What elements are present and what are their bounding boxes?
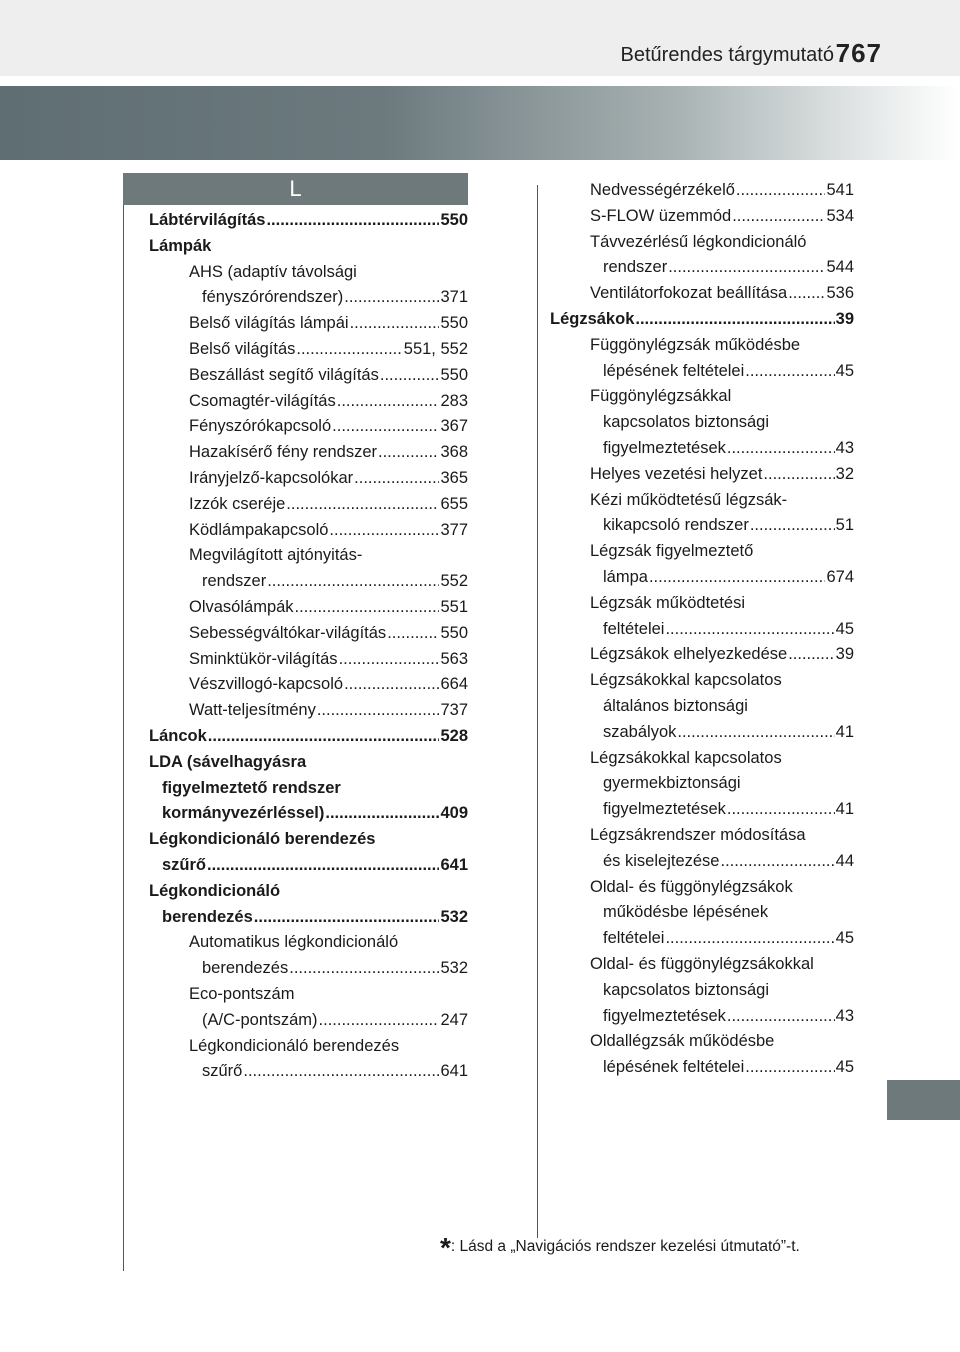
index-entry bbox=[550, 307, 854, 333]
index-entry bbox=[149, 595, 468, 621]
page-reference: 43 bbox=[835, 1006, 854, 1025]
index-entry-line: kapcsolatos biztonsági bbox=[603, 980, 770, 999]
entry-term: lépésének feltételei bbox=[603, 1058, 745, 1077]
index-entry-line: Oldallégzsák működésbe bbox=[590, 1032, 775, 1051]
page-reference: 550 bbox=[440, 211, 468, 229]
index-entry bbox=[550, 565, 854, 591]
index-entry bbox=[550, 642, 854, 668]
index-entry bbox=[149, 905, 468, 931]
page-reference: 551, 552 bbox=[403, 339, 468, 358]
entry-term: Csomagtér-világítás bbox=[189, 391, 336, 410]
page-reference: 367 bbox=[440, 417, 468, 436]
dot-leader bbox=[350, 311, 440, 337]
dot-leader bbox=[380, 363, 440, 389]
index-column-right bbox=[550, 178, 854, 1081]
dot-leader bbox=[736, 178, 826, 204]
entry-term: figyelmeztetések bbox=[603, 1006, 726, 1025]
page-reference: 551 bbox=[440, 597, 468, 616]
index-entry bbox=[149, 1059, 468, 1085]
entry-term: Nedvességérzékelő bbox=[590, 181, 735, 199]
page-reference: 528 bbox=[440, 726, 468, 745]
dot-leader bbox=[720, 849, 834, 875]
dot-leader bbox=[788, 642, 834, 668]
dot-leader bbox=[727, 1004, 835, 1030]
entry-term: Ventilátorfokozat beállítása bbox=[590, 284, 788, 303]
index-entry bbox=[149, 389, 468, 415]
index-entry bbox=[550, 797, 854, 823]
index-entry bbox=[550, 1055, 854, 1081]
entry-term: szűrő bbox=[202, 1062, 243, 1081]
entry-term: Légzsákok elhelyezkedése bbox=[590, 645, 788, 664]
index-entry bbox=[550, 926, 854, 952]
index-entry bbox=[550, 617, 854, 643]
entry-term: Láncok bbox=[149, 726, 207, 745]
entry-term: Beszállást segítő világítás bbox=[189, 365, 379, 384]
dot-leader bbox=[665, 617, 834, 643]
dot-leader bbox=[337, 389, 440, 415]
index-entry-line: Oldal- és függönylégzsákokkal bbox=[590, 954, 814, 973]
index-entry bbox=[149, 440, 468, 466]
index-entry bbox=[149, 698, 468, 724]
dot-leader bbox=[207, 853, 439, 879]
dot-leader bbox=[344, 285, 439, 311]
dot-leader bbox=[317, 698, 440, 724]
index-entry bbox=[149, 853, 468, 879]
index-entry-line: Légzsák működtetési bbox=[590, 593, 746, 612]
index-entry-line: Kézi működtetésű légzsák- bbox=[590, 490, 788, 509]
page-reference: 674 bbox=[826, 567, 854, 586]
entry-term: kormányvezérléssel) bbox=[162, 804, 325, 823]
entry-term: S-FLOW üzemmód bbox=[590, 206, 732, 225]
index-entry bbox=[149, 337, 468, 363]
dot-leader bbox=[325, 801, 439, 827]
page-reference: 41 bbox=[835, 800, 854, 819]
page-number: 767 bbox=[835, 38, 882, 68]
index-entry bbox=[550, 281, 854, 307]
dot-leader bbox=[378, 440, 439, 466]
entry-term: Lábtérvilágítás bbox=[149, 211, 266, 229]
page-reference: 409 bbox=[440, 804, 468, 823]
index-entry bbox=[149, 1008, 468, 1034]
page-reference: 552 bbox=[440, 572, 468, 591]
dot-leader bbox=[319, 1008, 440, 1034]
page-reference: 283 bbox=[440, 391, 468, 410]
page-reference: 550 bbox=[440, 365, 468, 384]
page-reference: 45 bbox=[835, 929, 854, 948]
chapter-thumb-tab bbox=[887, 1080, 960, 1120]
entry-term: Helyes vezetési helyzet bbox=[590, 464, 763, 483]
index-entry bbox=[149, 285, 468, 311]
index-entry-line: Légzsák figyelmeztető bbox=[590, 542, 754, 561]
index-entry bbox=[149, 621, 468, 647]
index-entry bbox=[149, 801, 468, 827]
index-entry-line: Légzsákokkal kapcsolatos bbox=[590, 671, 782, 690]
dot-leader bbox=[677, 720, 834, 746]
entry-term: lámpa bbox=[603, 567, 648, 586]
entry-term: Izzók cseréje bbox=[189, 494, 286, 513]
page-reference: 641 bbox=[440, 1062, 468, 1081]
index-entry bbox=[149, 414, 468, 440]
page-reference: 377 bbox=[440, 520, 468, 539]
page-reference: 45 bbox=[835, 619, 854, 638]
page-reference: 365 bbox=[440, 468, 468, 487]
index-entry bbox=[550, 720, 854, 746]
index-entry-line: Megvilágított ajtónyitás- bbox=[189, 546, 363, 565]
dot-leader bbox=[267, 569, 439, 595]
index-entry-line: Légkondicionáló berendezés bbox=[189, 1036, 400, 1055]
page-reference: 247 bbox=[440, 1010, 468, 1029]
index-entry-line: Lámpák bbox=[149, 236, 212, 255]
dot-leader bbox=[295, 595, 440, 621]
entry-term: szabályok bbox=[603, 722, 677, 741]
index-entry-line: Távvezérlésű légkondicionáló bbox=[590, 232, 807, 251]
index-entry-line: Eco-pontszám bbox=[189, 984, 295, 1003]
footnote-text: : Lásd a „Navigációs rendszer kezelési útmutató”-t. bbox=[450, 1238, 800, 1255]
page-reference: 43 bbox=[835, 438, 854, 457]
dot-leader bbox=[354, 466, 439, 492]
page-reference: 532 bbox=[440, 907, 468, 926]
page-reference: 541 bbox=[826, 181, 854, 199]
page-reference: 45 bbox=[835, 1058, 854, 1077]
index-entry bbox=[550, 204, 854, 230]
page-reference: 550 bbox=[440, 314, 468, 333]
entry-term: feltételei bbox=[603, 929, 665, 948]
dot-leader bbox=[286, 492, 439, 518]
index-entry bbox=[149, 311, 468, 337]
index-entry bbox=[149, 466, 468, 492]
index-entry bbox=[149, 363, 468, 389]
entry-term: lépésének feltételei bbox=[603, 361, 745, 380]
dot-leader bbox=[208, 724, 440, 750]
entry-term: rendszer bbox=[603, 258, 668, 277]
entry-term: Belső világítás bbox=[189, 339, 296, 358]
dot-leader bbox=[750, 513, 835, 539]
dot-leader bbox=[329, 518, 439, 544]
index-entry bbox=[550, 436, 854, 462]
index-entry bbox=[149, 569, 468, 595]
entry-term: Vészvillogó-kapcsoló bbox=[189, 675, 344, 694]
index-entry bbox=[149, 492, 468, 518]
dot-leader bbox=[665, 926, 834, 952]
dot-leader bbox=[745, 359, 834, 385]
page-reference: 39 bbox=[835, 645, 854, 664]
index-entry bbox=[149, 672, 468, 698]
index-entry-line: működésbe lépésének bbox=[603, 903, 769, 922]
entry-term: rendszer bbox=[202, 572, 267, 591]
index-entry-line: Oldal- és függönylégzsákok bbox=[590, 877, 793, 896]
page-reference: 371 bbox=[440, 288, 468, 307]
index-entry-line: gyermekbiztonsági bbox=[603, 774, 741, 793]
dot-leader bbox=[727, 797, 835, 823]
dot-leader bbox=[745, 1055, 834, 1081]
index-column-left bbox=[149, 208, 468, 1085]
entry-term: figyelmeztetések bbox=[603, 800, 726, 819]
entry-term: kikapcsoló rendszer bbox=[603, 516, 749, 535]
entry-term: Watt-teljesítmény bbox=[189, 701, 316, 720]
entry-term: és kiselejtezése bbox=[603, 851, 720, 870]
index-entry bbox=[149, 208, 468, 234]
footnote bbox=[440, 1232, 860, 1264]
index-letter: L bbox=[289, 176, 302, 201]
index-entry bbox=[149, 518, 468, 544]
dot-leader bbox=[289, 956, 439, 982]
index-entry bbox=[550, 178, 854, 204]
index-entry-line: Légkondicionáló berendezés bbox=[149, 830, 376, 849]
header-band bbox=[0, 86, 960, 160]
index-entry-line: Légkondicionáló bbox=[149, 881, 281, 900]
page-reference: 550 bbox=[440, 623, 468, 642]
index-entry bbox=[550, 1004, 854, 1030]
left-column-rule bbox=[123, 205, 124, 1271]
index-entry bbox=[550, 255, 854, 281]
dot-leader bbox=[344, 672, 439, 698]
page-reference: 737 bbox=[440, 701, 468, 720]
page-reference: 664 bbox=[440, 675, 468, 694]
dot-leader bbox=[387, 621, 439, 647]
page-reference: 45 bbox=[835, 361, 854, 380]
index-entry-line: Automatikus légkondicionáló bbox=[189, 933, 399, 952]
index-entry bbox=[550, 513, 854, 539]
entry-term: figyelmeztetések bbox=[603, 438, 726, 457]
entry-term: szűrő bbox=[162, 855, 207, 874]
page-reference: 39 bbox=[835, 309, 854, 328]
index-entry bbox=[550, 359, 854, 385]
page-reference: 32 bbox=[835, 464, 854, 483]
entry-term: feltételei bbox=[603, 619, 665, 638]
index-entry bbox=[149, 724, 468, 750]
page-reference: 641 bbox=[440, 855, 468, 874]
page-reference: 563 bbox=[440, 649, 468, 668]
section-title: Betűrendes tárgymutató bbox=[620, 44, 834, 66]
page-reference: 41 bbox=[835, 722, 854, 741]
page-reference: 368 bbox=[440, 443, 468, 462]
dot-leader bbox=[649, 565, 826, 591]
index-entry-line: Légzsákokkal kapcsolatos bbox=[590, 748, 782, 767]
index-entry bbox=[149, 956, 468, 982]
dot-leader bbox=[339, 647, 440, 673]
page-reference: 534 bbox=[826, 206, 854, 225]
entry-term: Irányjelző-kapcsolókar bbox=[189, 468, 354, 487]
entry-term: Belső világítás lámpái bbox=[189, 314, 349, 333]
entry-term: fényszórórendszer) bbox=[202, 288, 344, 307]
index-entry bbox=[149, 647, 468, 673]
dot-leader bbox=[763, 462, 834, 488]
dot-leader bbox=[266, 208, 439, 234]
index-entry-line: Függönylégzsák működésbe bbox=[590, 335, 801, 354]
index-entry-line: figyelmeztető rendszer bbox=[162, 778, 341, 797]
dot-leader bbox=[635, 307, 834, 333]
dot-leader bbox=[727, 436, 835, 462]
index-entry-line: Függönylégzsákkal bbox=[590, 387, 732, 406]
column-divider bbox=[537, 185, 538, 1238]
page-reference: 655 bbox=[440, 494, 468, 513]
entry-term: Hazakísérő fény rendszer bbox=[189, 443, 378, 462]
footnote-marker: * bbox=[440, 1232, 451, 1263]
dot-leader bbox=[732, 204, 825, 230]
dot-leader bbox=[788, 281, 825, 307]
page-reference: 544 bbox=[826, 258, 854, 277]
index-entry-line: LDA (sávelhagyásra bbox=[149, 752, 307, 771]
entry-term: Sebességváltókar-világítás bbox=[189, 623, 387, 642]
index-letter-tab bbox=[123, 173, 468, 205]
entry-term: Ködlámpakapcsoló bbox=[189, 520, 329, 539]
index-entry-line: Légzsákrendszer módosítása bbox=[590, 825, 806, 844]
index-entry-line: AHS (adaptív távolsági bbox=[189, 262, 357, 281]
entry-term: Fényszórókapcsoló bbox=[189, 417, 332, 436]
index-entry-line: általános biztonsági bbox=[603, 696, 748, 715]
index-entry bbox=[550, 849, 854, 875]
dot-leader bbox=[243, 1059, 439, 1085]
dot-leader bbox=[332, 414, 439, 440]
index-entry bbox=[550, 462, 854, 488]
entry-term: berendezés bbox=[202, 959, 289, 978]
entry-term: Légzsákok bbox=[550, 309, 635, 328]
page-reference: 51 bbox=[835, 516, 854, 535]
index-entry-line: kapcsolatos biztonsági bbox=[603, 413, 770, 432]
dot-leader bbox=[254, 905, 440, 931]
dot-leader bbox=[296, 337, 402, 363]
page-reference: 44 bbox=[835, 851, 854, 870]
dot-leader bbox=[668, 255, 825, 281]
page-reference: 532 bbox=[440, 959, 468, 978]
page-reference: 536 bbox=[826, 284, 854, 303]
entry-term: Sminktükör-világítás bbox=[189, 649, 338, 668]
entry-term: berendezés bbox=[162, 907, 253, 926]
entry-term: (A/C-pontszám) bbox=[202, 1010, 318, 1029]
entry-term: Olvasólámpák bbox=[189, 597, 294, 616]
